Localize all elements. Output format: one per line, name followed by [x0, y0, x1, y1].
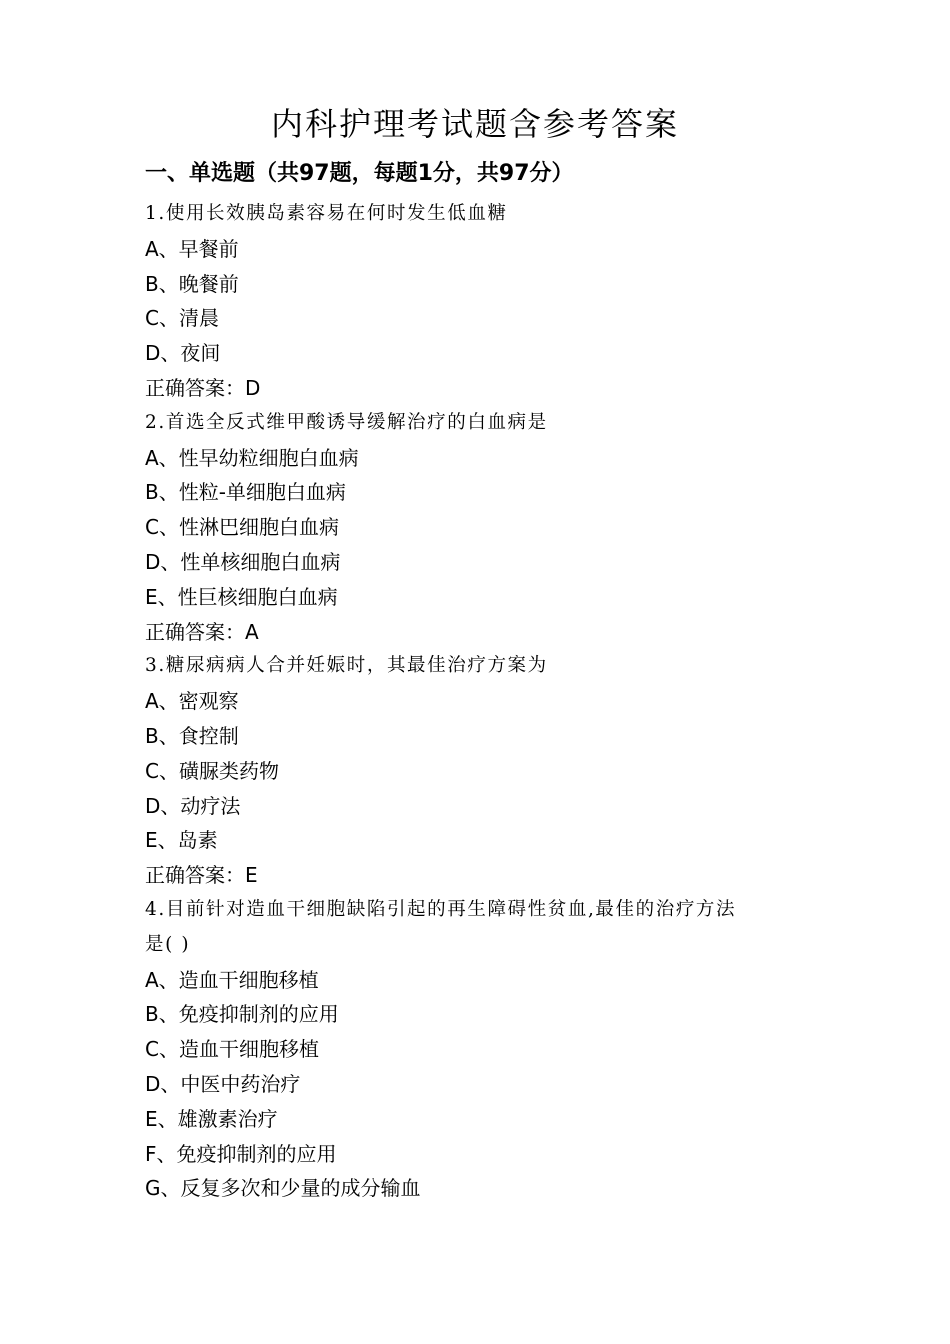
question-stem: 2.首选全反式维甲酸诱导缓解治疗的白血病是 — [145, 411, 548, 433]
option: C、清晨 — [145, 306, 219, 331]
option: A、造血干细胞移植 — [145, 967, 319, 992]
document-title: 内科护理考试题含参考答案 — [270, 105, 679, 143]
option: B、晚餐前 — [145, 271, 239, 296]
option: B、免疫抑制剂的应用 — [145, 1002, 339, 1027]
option: C、造血干细胞移植 — [145, 1037, 319, 1062]
option: A、早餐前 — [145, 236, 239, 261]
option: E、性巨核细胞白血病 — [145, 584, 338, 609]
correct-answer: 正确答案：A — [145, 619, 259, 644]
option: G、反复多次和少量的成分输血 — [145, 1176, 421, 1201]
option: D、性单核细胞白血病 — [145, 549, 341, 574]
option: B、食控制 — [145, 723, 239, 748]
option: D、动疗法 — [145, 793, 241, 818]
option: F、免疫抑制剂的应用 — [145, 1141, 337, 1166]
question-list — [145, 197, 815, 1206]
question-stem: 1.使用长效胰岛素容易在何时发生低血糖 — [145, 203, 508, 224]
option: C、性淋巴细胞白血病 — [145, 515, 339, 540]
question-stem-continued: 是( ) — [145, 933, 191, 955]
option: D、夜间 — [145, 341, 221, 366]
option: A、密观察 — [145, 689, 239, 714]
option: D、中医中药治疗 — [145, 1071, 301, 1096]
question-stem: 4.目前针对造血干细胞缺陷引起的再生障碍性贫血,最佳的治疗方法 — [145, 898, 737, 920]
option: C、磺脲类药物 — [145, 758, 279, 783]
option: A、性早幼粒细胞白血病 — [145, 445, 359, 470]
correct-answer: 正确答案：D — [145, 375, 261, 400]
option: B、性粒-单细胞白血病 — [145, 480, 346, 505]
correct-answer: 正确答案：E — [145, 863, 258, 888]
section-heading: 一、单选题（共97题，每题1分，共97分） — [145, 161, 574, 186]
option: E、雄激素治疗 — [145, 1106, 278, 1131]
question-stem: 3.糖尿病病人合并妊娠时，其最佳治疗方案为 — [145, 655, 548, 677]
option: E、岛素 — [145, 828, 218, 853]
